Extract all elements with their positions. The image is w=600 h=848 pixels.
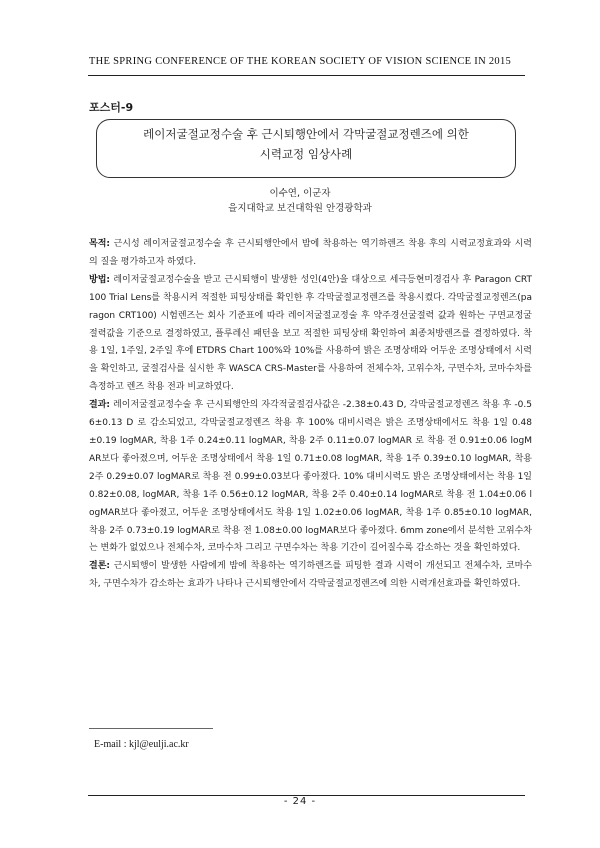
method-label: 방법: [89, 274, 110, 285]
affiliation: 을지대학교 보건대학원 안경광학과 [228, 203, 372, 214]
results-text: 레이저굴절교정수술 후 근시퇴행안의 자각적굴절검사값은 -2.38±0.43 D, 각막굴절교정렌즈 착용 후 -0.56±0.13 D 로 감소되었고, 각막굴절교정렌즈 착용 후 100% 대비시력은 밝은 조명상태에서도 착용 1일 0.48±0.19 logMAR, 착용 1주 0.24±0.11 logMAR, 착용 2주 0.11±0.07 logMAR 로 착용 전 0.91±0.06 logMAR보다 좋아졌으며, 어두운 조명상태에서 착용 1일 0.71±0.08 logMAR, 착용 1주 0.39±0.10 logMAR, 착용 2주 0.29±0.07 logMAR로 착용 전 0.99±0.03보다 좋아졌다. 10% 대비시력도 밝은 조명상태에서는 착용 1일 0.82±0.08, logMAR, 착용 1주 0.56±0.12 logMAR, 착용 2주 0.40±0.14 logMAR로 착용 전 1.04±0.06 logMAR보다 좋아졌고, 어두운 조명상태에서도 착용 1일 1.02±0.06 logMAR, 착용 1주 0.85±0.10 logMAR, 착용 2주 0.73±0.19 logMAR로 착용 전 1.08±0.00 logMAR보다 좋아졌다. 6mm zone에서 분석한 고위수차는 변화가 없었으나 전체수차, 코마수차 그리고 구면수차는 착용 기간이 길어질수록 감소하는 것을 확인하였다. [89, 400, 532, 554]
abstract-body [89, 236, 532, 594]
results-paragraph [89, 397, 532, 558]
results-label: 결과: [89, 400, 110, 411]
title-line-1: 레이저굴절교정수술 후 근시퇴행안에서 각막굴절교정렌즈에 의한 [143, 127, 469, 141]
method-text: 레이저굴절교정수술을 받고 근시퇴행이 발생한 성인(4안)을 대상으로 세극등현미경검사 후 Paragon CRT 100 Trial Lens를 착용시켜 적절한 피팅상태를 확인한 후 각막굴절교정렌즈를 착용시켰다. 각막굴절교정렌즈(paragon CRT100) 시험렌즈는 회사 기준표에 따라 레이저굴절교정술 후 약주경선굴절력 값과 원하는 구면교정굴절력값을 기준으로 결정하였고, 플루레신 패턴을 보고 적절한 피팅상태 확인하여 최종처방렌즈를 결정하였다. 착용 1일, 1주일, 2주일 후에 ETDRS Chart 100%와 10%를 사용하여 밝은 조명상태와 어두운 조명상태에서 시력을 확인하고, 굴절검사를 실시한 후 WASCA CRS-Master를 사용하여 전체수차, 고위수차, 구면수차, 코마수차를 측정하고 렌즈 착용 전과 비교하였다. [89, 274, 532, 393]
purpose-label: 목적: [89, 239, 110, 249]
conclusion-paragraph [89, 558, 532, 594]
header-rule [88, 75, 525, 76]
conclusion-text: 근시퇴행이 발생한 사람에게 밤에 착용하는 역기하렌즈를 피팅한 결과 시력이 개선되고 전체수차, 코마수차, 구면수차가 감소하는 효과가 나타나 근시퇴행안에서 각막굴절교정렌즈에 의한 시력개선효과를 확인하였다. [89, 561, 532, 590]
page-number: - 24 - [283, 796, 317, 807]
purpose-paragraph [89, 236, 532, 272]
poster-label: 포스터-9 [89, 101, 134, 114]
title-box [96, 119, 516, 178]
conclusion-label: 결론: [89, 561, 110, 572]
title-line-2: 시력교정 임상사례 [259, 147, 353, 161]
authors: 이수연, 이군자 [269, 188, 331, 199]
author-email: E-mail : kjl@eulji.ac.kr [94, 739, 189, 750]
footnote-rule [89, 728, 213, 729]
method-paragraph [89, 272, 532, 397]
running-header: THE SPRING CONFERENCE OF THE KOREAN SOCIETY OF VISION SCIENCE IN 2015 [88, 56, 512, 67]
purpose-text: 근시성 레이저굴절교정수술 후 근시퇴행안에서 밤에 착용하는 역기하렌즈 착용 후의 시력교정효과와 시력의 질을 평가하고자 하였다. [89, 239, 532, 267]
